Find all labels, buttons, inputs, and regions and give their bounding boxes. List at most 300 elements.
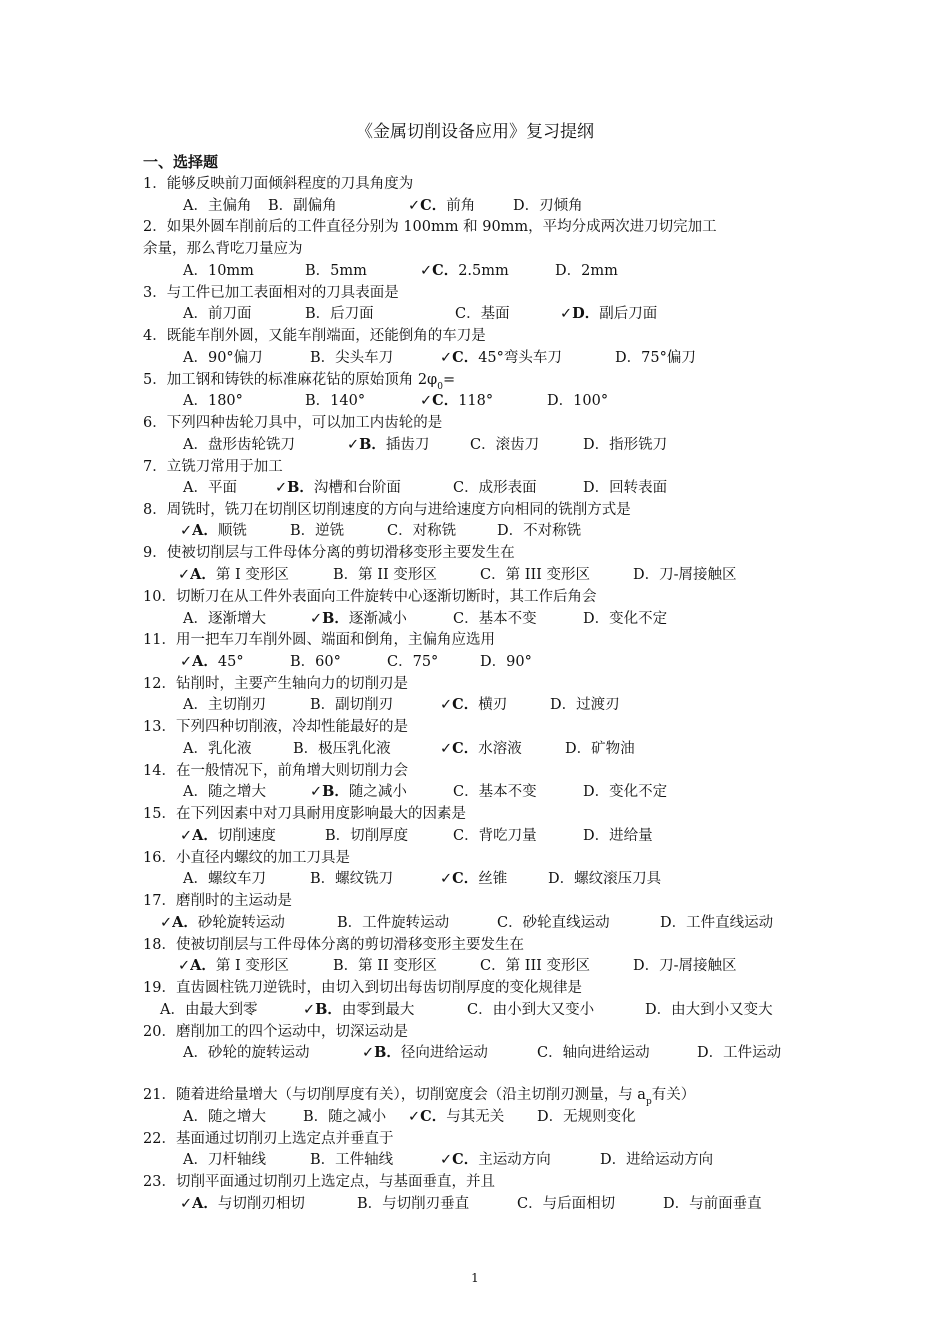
option-text: 与后面相切 — [542, 1196, 616, 1212]
question-text — [143, 326, 486, 346]
option-letter: B． — [333, 958, 359, 974]
option-text: 118° — [458, 393, 494, 409]
option-text: 随之减小 — [348, 784, 407, 800]
answer-option — [180, 652, 244, 672]
option-text: 随之增大 — [207, 1109, 266, 1125]
answer-option — [470, 435, 539, 455]
question-text — [143, 978, 582, 998]
question-stem: 16．小直径内螺纹的加工刀具是 — [143, 850, 350, 866]
option-letter: D． — [583, 611, 610, 627]
answer-option — [440, 1150, 551, 1170]
checkmark-icon: ✓ — [408, 1109, 421, 1125]
option-row — [0, 609, 950, 629]
option-row — [0, 196, 950, 216]
option-text: 前刀面 — [207, 306, 252, 322]
option-letter: A． — [192, 1195, 218, 1212]
option-text: 工件轴线 — [335, 1152, 394, 1168]
answer-option — [310, 869, 393, 889]
option-letter: C． — [432, 262, 459, 279]
answer-option — [467, 1000, 594, 1020]
answer-option — [583, 435, 667, 455]
answer-option — [303, 1107, 386, 1127]
question-stem: 4．既能车削外圆，又能车削端面，还能倒角的车刀是 — [143, 328, 486, 344]
option-letter: A． — [183, 263, 208, 279]
option-letter: C． — [387, 523, 413, 539]
answer-option — [305, 391, 365, 411]
section-heading: 一、选择题 — [143, 153, 219, 171]
option-text: 刀杆轴线 — [207, 1152, 266, 1168]
checkmark-icon: ✓ — [180, 828, 193, 844]
answer-option — [183, 196, 251, 216]
option-letter: D． — [513, 198, 540, 214]
option-letter: B． — [359, 436, 386, 453]
checkmark-icon: ✓ — [178, 958, 191, 974]
option-text: 对称铣 — [412, 523, 457, 539]
question-text — [143, 717, 408, 737]
question-stem: 15．在下列因素中对刀具耐用度影响最大的因素是 — [143, 806, 466, 822]
answer-option — [583, 826, 653, 846]
question-stem: 13．下列四种切削液，冷却性能最好的是 — [143, 719, 408, 735]
answer-option — [183, 304, 251, 324]
answer-option — [497, 521, 581, 541]
option-text: 砂轮的旋转运动 — [207, 1045, 310, 1061]
question-text — [143, 1022, 408, 1042]
option-letter: C． — [420, 1108, 447, 1125]
option-letter: D． — [663, 1196, 690, 1212]
option-text: 5mm — [330, 263, 367, 279]
checkmark-icon: ✓ — [560, 306, 573, 322]
answer-option — [555, 261, 618, 281]
option-letter: A． — [183, 1152, 208, 1168]
answer-option — [357, 1194, 469, 1214]
option-text: 前角 — [446, 198, 476, 214]
checkmark-icon: ✓ — [160, 915, 173, 931]
answer-option — [480, 652, 532, 672]
option-text: 75°偏刀 — [641, 350, 696, 366]
option-text: 沟槽和台阶面 — [313, 480, 401, 496]
option-letter: C． — [497, 915, 523, 931]
answer-option — [583, 782, 667, 802]
answer-option — [325, 826, 408, 846]
option-row — [0, 1000, 950, 1020]
option-text: 第 I 变形区 — [215, 567, 289, 583]
answer-option — [310, 609, 407, 629]
option-text: 100° — [573, 393, 609, 409]
option-text: 75° — [412, 654, 439, 670]
answer-option — [183, 348, 263, 368]
option-text: 逐渐减小 — [348, 611, 407, 627]
answer-option — [180, 521, 247, 541]
option-text: 进给量 — [609, 828, 653, 844]
option-text: 与前面垂直 — [689, 1196, 762, 1212]
answer-option — [183, 1150, 266, 1170]
option-text: 第 III 变形区 — [505, 567, 591, 583]
option-letter: A． — [183, 198, 208, 214]
option-text: 径向进给运动 — [400, 1045, 488, 1061]
question-stem: 17．磨削时的主运动是 — [143, 893, 292, 909]
option-letter: C． — [452, 349, 479, 366]
answer-option — [387, 521, 456, 541]
answer-option — [440, 348, 562, 368]
option-letter: C． — [387, 654, 413, 670]
option-text: 变化不定 — [609, 611, 668, 627]
answer-option — [420, 391, 493, 411]
answer-option — [420, 261, 509, 281]
answer-option — [290, 652, 341, 672]
option-text: 刃倾角 — [539, 198, 583, 214]
question-text — [143, 761, 408, 781]
answer-option — [633, 565, 737, 585]
option-letter: D． — [615, 350, 642, 366]
option-letter: B． — [303, 1109, 329, 1125]
option-letter: C． — [452, 740, 479, 757]
answer-option — [305, 261, 367, 281]
option-row — [0, 261, 950, 281]
option-letter: C． — [537, 1045, 563, 1061]
checkmark-icon: ✓ — [440, 741, 453, 757]
option-text: 逆铣 — [315, 523, 345, 539]
checkmark-icon: ✓ — [303, 1002, 316, 1018]
option-letter: B． — [268, 198, 294, 214]
option-text: 横刃 — [478, 697, 508, 713]
answer-option — [183, 1043, 309, 1063]
question-text — [143, 457, 283, 477]
page-number: 1 — [471, 1271, 479, 1285]
answer-option — [497, 913, 610, 933]
answer-option — [440, 739, 522, 759]
answer-option — [183, 695, 266, 715]
option-letter: B． — [337, 915, 363, 931]
answer-option — [310, 348, 393, 368]
option-row — [0, 739, 950, 759]
option-letter: A． — [183, 611, 208, 627]
option-text: 基本不变 — [478, 784, 537, 800]
option-letter: C． — [452, 696, 479, 713]
answer-option — [290, 521, 344, 541]
question-text — [143, 1129, 393, 1149]
option-letter: A． — [183, 1109, 208, 1125]
checkmark-icon: ✓ — [347, 437, 360, 453]
question-stem: 8．周铣时，铣刀在切削区切削速度的方向与进给速度方向相同的铣削方式是 — [143, 502, 631, 518]
option-text: 第 III 变形区 — [505, 958, 591, 974]
answer-option — [183, 435, 295, 455]
option-text: 轴向进给运动 — [562, 1045, 650, 1061]
question-subscript: p — [645, 1097, 652, 1107]
option-letter: B． — [305, 263, 331, 279]
option-letter: C． — [452, 870, 479, 887]
option-text: 与切削刃相切 — [217, 1196, 305, 1212]
question-text — [143, 891, 292, 911]
question-text — [143, 543, 515, 563]
answer-option — [697, 1043, 781, 1063]
option-text: 逐渐增大 — [207, 611, 266, 627]
option-letter: D． — [633, 958, 660, 974]
option-text: 由零到最大 — [341, 1002, 415, 1018]
answer-option — [310, 695, 393, 715]
question-stem: 1．能够反映前刀面倾斜程度的刀具角度为 — [143, 176, 414, 192]
answer-option — [183, 739, 251, 759]
option-text: 主运动方向 — [478, 1152, 551, 1168]
question-text — [143, 1172, 495, 1192]
answer-option — [517, 1194, 615, 1214]
option-text: 滚齿刀 — [495, 437, 540, 453]
question-stem: 5．加工钢和铸铁的标准麻花钻的原始顶角 2φ — [143, 372, 438, 388]
option-text: 过渡刃 — [576, 697, 620, 713]
option-letter: C． — [467, 1002, 493, 1018]
answer-option — [362, 1043, 488, 1063]
option-letter: C． — [480, 958, 506, 974]
question-stem: 21．随着进给量增大（与切削厚度有关），切削宽度会（沿主切削刃测量，与 a — [143, 1087, 646, 1103]
option-row — [0, 782, 950, 802]
question-subscript: 0 — [437, 382, 443, 392]
answer-option — [440, 695, 507, 715]
option-text: 第 II 变形区 — [358, 958, 437, 974]
option-letter: C． — [452, 1151, 479, 1168]
question-tail: = — [442, 372, 456, 388]
option-letter: A． — [183, 784, 208, 800]
question-text — [143, 283, 399, 303]
answer-option — [268, 196, 337, 216]
option-letter: D． — [572, 305, 600, 322]
option-letter: C． — [470, 437, 496, 453]
option-text: 90°偏刀 — [207, 350, 263, 366]
checkmark-icon: ✓ — [310, 611, 323, 627]
option-letter: C． — [453, 480, 479, 496]
question-text — [143, 630, 495, 650]
option-text: 变化不定 — [609, 784, 668, 800]
question-stem: 12．钻削时，主要产生轴向力的切削刃是 — [143, 676, 408, 692]
option-letter: A． — [192, 827, 218, 844]
option-text: 随之减小 — [328, 1109, 387, 1125]
option-letter: A． — [183, 350, 208, 366]
option-letter: B． — [357, 1196, 383, 1212]
checkmark-icon: ✓ — [180, 523, 193, 539]
option-letter: C． — [453, 784, 479, 800]
checkmark-icon: ✓ — [362, 1045, 375, 1061]
option-text: 成形表面 — [478, 480, 537, 496]
document-title: 《金属切削设备应用》复习提纲 — [356, 122, 594, 142]
answer-option — [387, 652, 438, 672]
option-letter: D． — [480, 654, 507, 670]
answer-option — [275, 478, 401, 498]
option-letter: D． — [565, 741, 592, 757]
option-text: 10mm — [207, 263, 254, 279]
option-row — [0, 652, 950, 672]
answer-option — [183, 261, 254, 281]
option-text: 第 II 变形区 — [358, 567, 437, 583]
question-text — [143, 217, 717, 237]
option-text: 主偏角 — [207, 198, 252, 214]
question-stem: 2．如果外圆车削前后的工件直径分别为 100mm 和 90mm，平均分成两次进刀切完加工 — [143, 219, 717, 235]
option-text: 顺铣 — [217, 523, 247, 539]
option-text: 盘形齿轮铣刀 — [207, 437, 295, 453]
option-letter: D． — [600, 1152, 627, 1168]
checkmark-icon: ✓ — [420, 393, 433, 409]
option-row — [0, 695, 950, 715]
checkmark-icon: ✓ — [180, 1196, 193, 1212]
option-text: 螺纹铣刀 — [335, 871, 394, 887]
option-letter: D． — [583, 828, 610, 844]
option-letter: B． — [293, 741, 319, 757]
option-letter: A． — [183, 393, 208, 409]
option-letter: D． — [583, 480, 610, 496]
option-text: 60° — [315, 654, 341, 670]
question-text — [143, 935, 524, 955]
option-text: 回转表面 — [609, 480, 668, 496]
option-letter: A． — [183, 741, 208, 757]
option-letter: B． — [310, 697, 336, 713]
answer-option — [333, 956, 437, 976]
answer-option — [305, 304, 374, 324]
answer-option — [453, 826, 537, 846]
checkmark-icon: ✓ — [440, 350, 453, 366]
answer-option — [480, 956, 590, 976]
checkmark-icon: ✓ — [440, 1152, 453, 1168]
question-stem: 10．切断刀在从工件外表面向工件旋转中心逐渐切断时，其工作后角会 — [143, 589, 597, 605]
option-text: 与其无关 — [446, 1109, 505, 1125]
answer-option — [548, 869, 661, 889]
question-text — [143, 500, 631, 520]
checkmark-icon: ✓ — [420, 263, 433, 279]
option-letter: D． — [583, 784, 610, 800]
option-text: 矿物油 — [591, 741, 635, 757]
answer-option — [537, 1107, 636, 1127]
option-text: 螺纹车刀 — [207, 871, 266, 887]
option-letter: B． — [305, 393, 331, 409]
question-stem: 3．与工件已加工表面相对的刀具表面是 — [143, 285, 399, 301]
option-letter: B． — [374, 1044, 401, 1061]
answer-option — [160, 913, 285, 933]
option-text: 丝锥 — [478, 871, 508, 887]
checkmark-icon: ✓ — [440, 871, 453, 887]
option-letter: D． — [583, 437, 610, 453]
question-stem: 11．用一把车刀车削外圆、端面和倒角，主偏角应选用 — [143, 632, 495, 648]
checkmark-icon: ✓ — [178, 567, 191, 583]
option-text: 插齿刀 — [385, 437, 430, 453]
question-text — [143, 804, 466, 824]
checkmark-icon: ✓ — [180, 654, 193, 670]
answer-option — [303, 1000, 414, 1020]
question-stem: 9．使被切削层与工件母体分离的剪切滑移变形主要发生在 — [143, 545, 515, 561]
option-letter: B． — [325, 828, 351, 844]
option-letter: A． — [183, 871, 208, 887]
option-letter: B． — [310, 871, 336, 887]
option-row — [0, 435, 950, 455]
option-letter: B． — [315, 1001, 342, 1018]
option-text: 副切削刃 — [335, 697, 394, 713]
option-row — [0, 478, 950, 498]
option-letter: A． — [183, 480, 208, 496]
option-letter: A． — [192, 522, 218, 539]
option-letter: B． — [287, 479, 314, 496]
option-letter: B． — [322, 783, 349, 800]
option-text: 后刀面 — [330, 306, 374, 322]
option-text: 由小到大又变小 — [492, 1002, 595, 1018]
option-letter: D． — [697, 1045, 724, 1061]
option-text: 2.5mm — [458, 263, 509, 279]
option-text: 副后刀面 — [599, 306, 658, 322]
question-stem: 20．磨削加工的四个运动中，切深运动是 — [143, 1024, 408, 1040]
option-text: 140° — [330, 393, 366, 409]
option-letter: A． — [160, 1002, 185, 1018]
answer-option — [583, 609, 667, 629]
option-text: 2mm — [581, 263, 618, 279]
question-stem: 6．下列四种齿轮刀具中，可以加工内齿轮的是 — [143, 415, 443, 431]
option-row — [0, 1150, 950, 1170]
answer-option — [333, 565, 437, 585]
option-letter: C． — [420, 197, 447, 214]
answer-option — [183, 1107, 266, 1127]
checkmark-icon: ✓ — [310, 784, 323, 800]
option-letter: C． — [455, 306, 481, 322]
option-text: 无规则变化 — [563, 1109, 636, 1125]
question-stem: 7．立铣刀常用于加工 — [143, 459, 283, 475]
option-letter: D． — [537, 1109, 564, 1125]
option-text: 与切削刃垂直 — [382, 1196, 470, 1212]
option-letter: A． — [172, 914, 198, 931]
option-letter: C． — [517, 1196, 543, 1212]
question-stem: 22．基面通过切削刃上选定点并垂直于 — [143, 1131, 394, 1147]
option-letter: B． — [305, 306, 331, 322]
option-row — [0, 1043, 950, 1063]
option-text: 水溶液 — [478, 741, 522, 757]
answer-option — [440, 869, 507, 889]
option-row — [0, 565, 950, 585]
option-letter: D． — [497, 523, 524, 539]
answer-option — [180, 826, 276, 846]
option-letter: A． — [183, 306, 208, 322]
option-text: 极压乳化液 — [318, 741, 391, 757]
question-stem: 19．直齿圆柱铣刀逆铣时，由切入到切出每齿切削厚度的变化规律是 — [143, 980, 582, 996]
option-text: 45°弯头车刀 — [478, 350, 562, 366]
option-row — [0, 956, 950, 976]
option-letter: D． — [633, 567, 660, 583]
option-letter: C． — [453, 828, 479, 844]
option-letter: D． — [547, 393, 574, 409]
option-row — [0, 913, 950, 933]
option-text: 45° — [217, 654, 244, 670]
option-text: 刀-屑接触区 — [659, 567, 737, 583]
option-letter: D． — [555, 263, 582, 279]
answer-option — [293, 739, 391, 759]
option-letter: D． — [660, 915, 687, 931]
answer-option — [178, 565, 289, 585]
option-row — [0, 869, 950, 889]
answer-option — [583, 478, 667, 498]
option-text: 切削速度 — [217, 828, 276, 844]
question-stem: 23．切削平面通过切削刃上选定点，与基面垂直，并且 — [143, 1174, 495, 1190]
answer-option — [455, 304, 510, 324]
option-letter: B． — [333, 567, 359, 583]
answer-option — [160, 1000, 257, 1020]
option-letter: A． — [190, 957, 216, 974]
option-text: 螺纹滚压刀具 — [574, 871, 662, 887]
answer-option — [645, 1000, 773, 1020]
answer-option — [600, 1150, 713, 1170]
answer-option — [183, 478, 237, 498]
answer-option — [480, 565, 590, 585]
answer-option — [560, 304, 657, 324]
answer-option — [565, 739, 635, 759]
option-text: 基面 — [480, 306, 510, 322]
answer-option — [337, 913, 449, 933]
question-stem: 18．使被切削层与工件母体分离的剪切滑移变形主要发生在 — [143, 937, 524, 953]
answer-option — [513, 196, 583, 216]
question-tail: 有关） — [651, 1087, 696, 1103]
option-text: 乳化液 — [207, 741, 252, 757]
answer-option — [183, 609, 266, 629]
answer-option — [550, 695, 620, 715]
